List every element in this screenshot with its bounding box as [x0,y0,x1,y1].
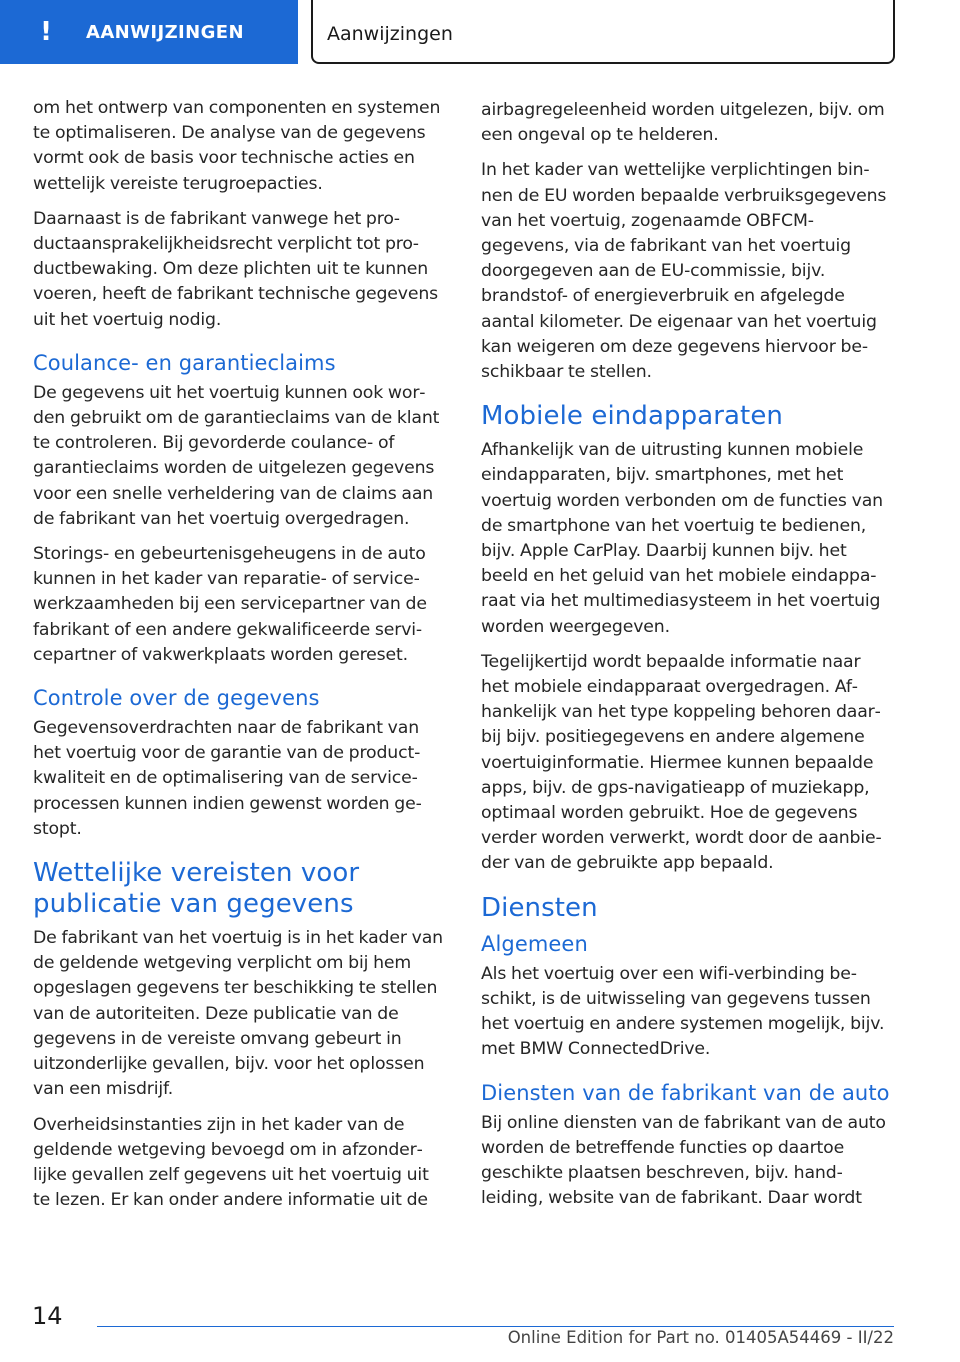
left-column [33,96,445,1223]
paragraph: Storings- en gebeurtenisgeheugens in de auto kunnen in het kader van reparatie- of servicewerkzaamheden bij een servicepartner van de fabrikant of een andere gekwalificeerde servicepartner of vakwerkplaats worden gereset. [33,544,427,665]
footer-divider [97,1326,894,1327]
paragraph: Daarnaast is de fabrikant vanwege het productaansprakelijkheidsrecht verplicht tot productbewaking. Om deze plichten uit te kunnen voeren, heeft de fabrikant technische gegevens uit het voertuig nodig. [33,208,438,330]
heading-algemeen: Algemeen [481,931,588,956]
paragraph: airbagregeleenheid worden uitgelezen, bijv. om een ongeval op te helderen. [481,100,885,146]
paragraph: Overheidsinstanties zijn in het kader van de geldende wetgeving bevoegd om in afzonderlijke gevallen zelf gegevens uit het voertuig uit te lezen. Er kan onder andere informatie uit de [33,1114,429,1211]
heading-fabrikant: Diensten van de fabrikant van de auto [481,1080,890,1105]
section-header-label: Aanwijzingen [327,23,453,45]
paragraph: Als het voertuig over een wifi-verbinding beschikt, is de uitwisseling van gegevens tussen het voertuig en andere systemen mogelijk, bijv. met BMW ConnectedDrive. [481,963,885,1060]
paragraph: om het ontwerp van componenten en systemen te optimaliseren. De analyse van de gegevens vormt ook de basis voor technische acties en wettelijk vereiste terugroepacties. [33,98,441,194]
paragraph: Tegelijkertijd wordt bepaalde informatie naar het mobiele eindapparaat overgedragen. Afhankelijk van het type koppeling behoren daarbij bijv. positiegegevens en andere algemene voertuiginformatie. Hiermee kunnen bepaalde apps, bijv. de gps-navigatieapp of muziekapp, optimaal worden gebruikt. Hoe de gegevens verder worden verwerkt, wordt door de aanbieder van de gebruikte app bepaald. [481,651,882,874]
chapter-tab [0,0,298,64]
section-header [311,0,895,64]
heading-diensten: Diensten [481,892,598,923]
heading-mobiele: Mobiele eindapparaten [481,401,784,432]
paragraph: Gegevensoverdrachten naar de fabrikant van het voertuig voor de garantie van de productkwaliteit en de optimalisering van de serviceprocessen kunnen indien gewenst worden gestopt. [33,718,422,839]
heading-coulance: Coulance- en garantieclaims [33,350,336,375]
paragraph: In het kader van wettelijke verplichtingen binnen de EU worden bepaalde verbruiksgegevens van het voertuig, zogenaamde OBFCM-gegevens, via de fabrikant van het voertuig doorgegeven aan de EU-commissie, bijv. brandstof- of energieverbruik en afgelegde aantal kilometer. De eigenaar van het voertuig kan weigeren om deze gegevens hiervoor beschikbaar te stellen. [481,160,887,383]
paragraph: Bij online diensten van de fabrikant van de auto worden de betreffende functies op daartoe geschikte plaatsen beschreven, bijv. handleiding, website van de fabrikant. Daar wordt [481,1112,886,1209]
paragraph: De fabrikant van het voertuig is in het kader van de geldende wetgeving verplicht om bij hem opgeslagen gegevens ter beschikking te stellen van de autoriteiten. Deze publicatie van de gegevens in de vereiste omvang gebeurt in uitzonderlijke gevallen, bijv. voor het oplossen van een misdrijf. [33,928,443,1100]
right-column [481,98,893,1221]
paragraph: De gegevens uit het voertuig kunnen ook worden gebruikt om de garantieclaims van de klant te controleren. Bij gevorderde coulance- of garantieclaims worden de uitgelezen gegevens voor een snelle verheldering van de claims aan de fabrikant van het voertuig overgedragen. [33,382,440,529]
paragraph: Afhankelijk van de uitrusting kunnen mobiele eindapparaten, bijv. smartphones, met het voertuig worden verbonden om de functies van de smartphone van het voertuig te bedienen, bijv. Apple CarPlay. Daarbij kunnen bijv. het beeld en het geluid van het mobiele eindapparaat via het multimediasysteem in het voertuig worden weergegeven. [481,440,883,637]
chapter-tab-label: AANWIJZINGEN [86,21,244,43]
edition-text: Online Edition for Part no. 01405A54469 - II/22 [507,1328,894,1347]
heading-wettelijke: Wettelijke vereisten voor publicatie van gegevens [33,858,360,920]
exclamation-icon: ! [40,17,52,47]
heading-controle: Controle over de gegevens [33,686,320,711]
page-number: 14 [32,1302,63,1330]
